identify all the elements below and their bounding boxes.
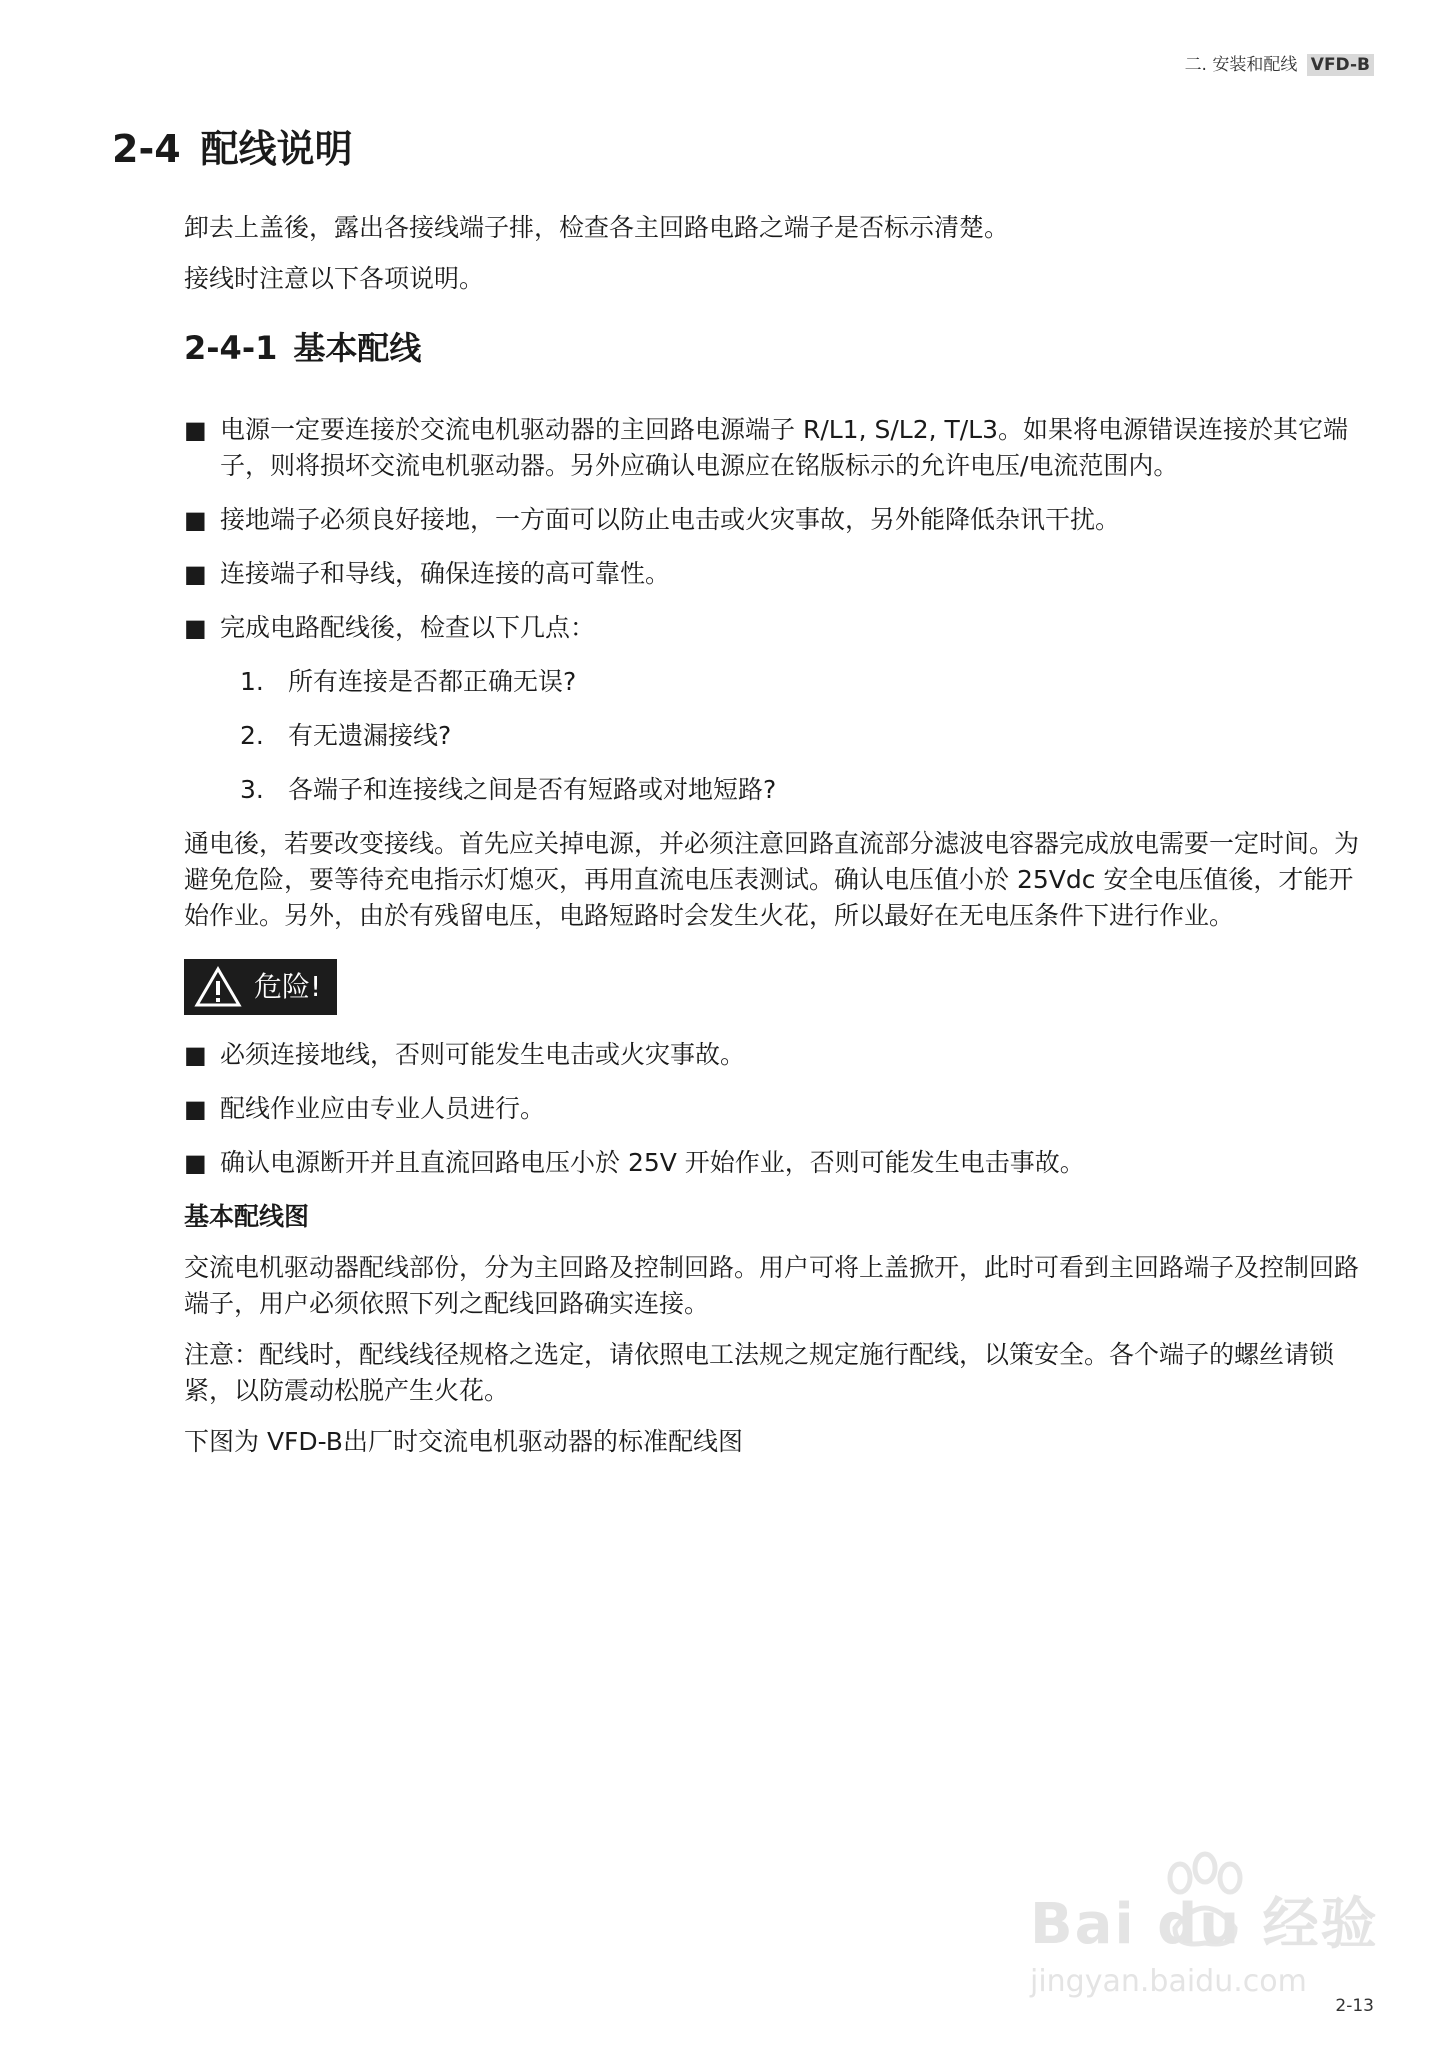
- page-header: [1185, 50, 1374, 75]
- page-number: 2-13: [1335, 1996, 1374, 2016]
- list-item: [184, 1145, 1374, 1181]
- warning-triangle-icon: [194, 966, 242, 1008]
- list-item-text: 必须连接地线，否则可能发生电击或火灾事故。: [220, 1040, 746, 1069]
- list-item-text: 配线作业应由专业人员进行。: [220, 1094, 546, 1123]
- header-model: VFD-B: [1307, 54, 1374, 76]
- checklist-text: 有无遗漏接线?: [288, 721, 452, 750]
- square-bullet-icon: ■: [184, 1095, 207, 1123]
- header-chapter: 二. 安装和配线: [1184, 55, 1298, 75]
- section-title: 配线说明: [200, 127, 353, 171]
- subsection-number: 2-4-1: [184, 329, 278, 367]
- watermark-url: jingyan.baidu.com: [1030, 1964, 1307, 1999]
- list-item-text: 确认电源断开并且直流回路电压小於 25V 开始作业，否则可能发生电击事故。: [220, 1148, 1085, 1177]
- list-item: [184, 1037, 1374, 1073]
- square-bullet-icon: ■: [184, 1041, 207, 1069]
- list-item: [184, 412, 1374, 484]
- checklist-text: 所有连接是否都正确无误?: [288, 667, 577, 696]
- list-item: [184, 556, 1374, 592]
- list-item: [184, 610, 1374, 646]
- danger-text: 危险!: [254, 970, 322, 1003]
- checklist-number: 2.: [240, 721, 264, 750]
- subsection-heading: [184, 330, 1374, 366]
- baidu-watermark: [1030, 1880, 1379, 1999]
- list-item-text: 接地端子必须良好接地，一方面可以防止电击或火灾事故，另外能降低杂讯干扰。: [220, 505, 1121, 534]
- checklist-number: 3.: [240, 775, 264, 804]
- checklist-text: 各端子和连接线之间是否有短路或对地短路?: [288, 775, 777, 804]
- intro-paragraph: 卸去上盖後，露出各接线端子排，检查各主回路电路之端子是否标示清楚。: [184, 213, 1010, 242]
- subsection-title: 基本配线: [293, 329, 422, 367]
- list-item-text: 电源一定要连接於交流电机驱动器的主回路电源端子 R/L1, S/L2, T/L3。如果将电源错误连接於其它端子，则将损坏交流电机驱动器。另外应确认电源应在铭版标示的允许电压/电流范围内。: [220, 415, 1349, 480]
- diagram-paragraph: 下图为 VFD-B出厂时交流电机驱动器的标准配线图: [184, 1427, 743, 1456]
- checklist-item: [240, 772, 1374, 808]
- after-power-paragraph: 通电後，若要改变接线。首先应关掉电源，并必须注意回路直流部分滤波电容器完成放电需要一定时间。为避免危险，要等待充电指示灯熄灭，再用直流电压表测试。确认电压值小於 25Vdc 安全电压值後，才能开始作业。另外，由於有残留电压，电路短路时会发生火花，所以最好在无电压条件下进行作业。: [184, 829, 1360, 930]
- square-bullet-icon: ■: [184, 506, 207, 534]
- square-bullet-icon: ■: [184, 1149, 207, 1177]
- page-content: [184, 210, 1374, 1475]
- list-item-text: 完成电路配线後，检查以下几点：: [220, 613, 596, 642]
- list-item: [184, 502, 1374, 538]
- square-bullet-icon: ■: [184, 416, 207, 444]
- section-number: 2-4: [112, 127, 181, 171]
- section-heading: [112, 118, 353, 173]
- diagram-heading: 基本配线图: [184, 1202, 310, 1231]
- danger-label: [184, 959, 337, 1015]
- list-item-text: 连接端子和导线，确保连接的高可靠性。: [220, 559, 671, 588]
- checklist-item: [240, 664, 1374, 700]
- checklist-item: [240, 718, 1374, 754]
- checklist-number: 1.: [240, 667, 264, 696]
- square-bullet-icon: ■: [184, 614, 207, 642]
- watermark-logo: Bai du 经验: [1030, 1892, 1379, 1957]
- list-item: [184, 1091, 1374, 1127]
- diagram-paragraph: 注意：配线时，配线线径规格之选定，请依照电工法规之规定施行配线，以策安全。各个端子的螺丝请锁紧，以防震动松脱产生火花。: [184, 1340, 1335, 1405]
- intro-paragraph: 接线时注意以下各项说明。: [184, 264, 485, 293]
- diagram-paragraph: 交流电机驱动器配线部份，分为主回路及控制回路。用户可将上盖掀开，此时可看到主回路端子及控制回路端子，用户必须依照下列之配线回路确实连接。: [184, 1253, 1360, 1318]
- square-bullet-icon: ■: [184, 560, 207, 588]
